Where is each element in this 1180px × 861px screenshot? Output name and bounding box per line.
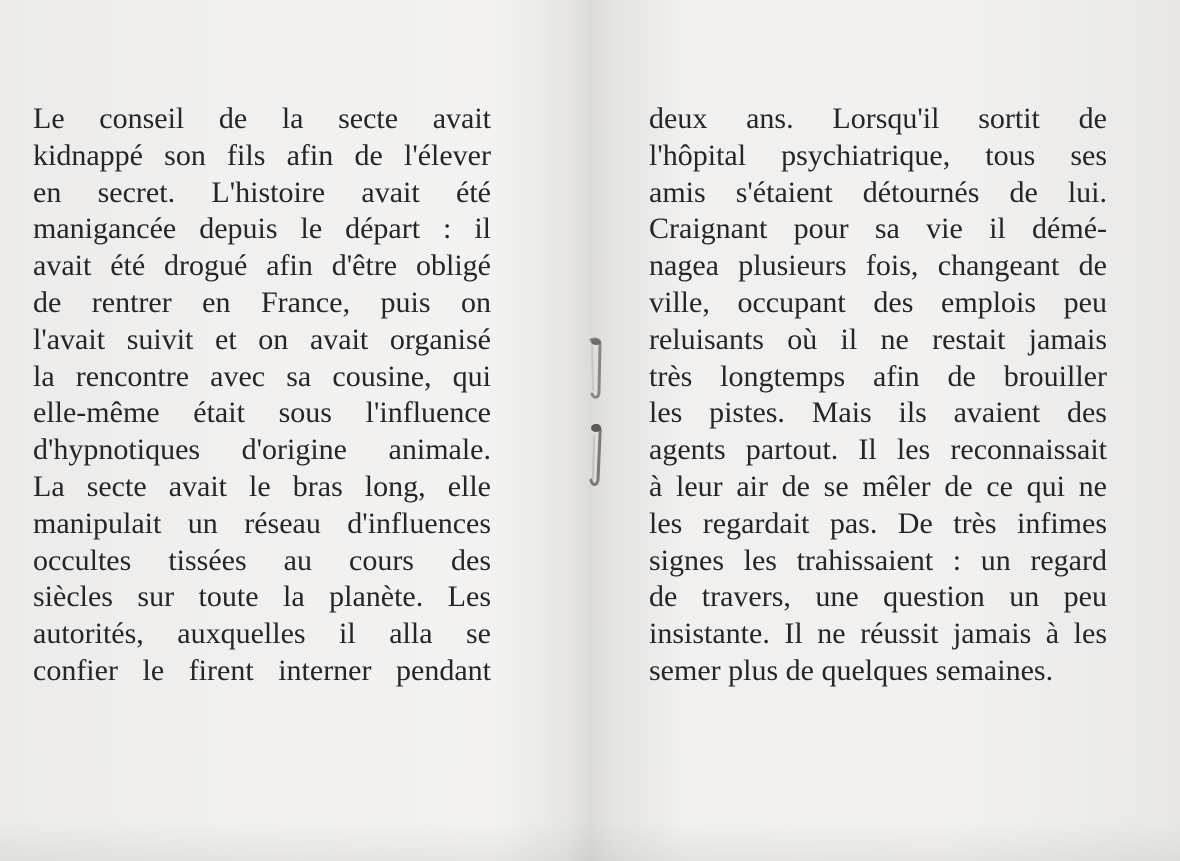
text-line: Craignant pour sa vie il démé- — [649, 212, 1107, 246]
text-line: deux ans. Lorsqu'il sortit de — [649, 102, 1107, 135]
text-line: à leur air de se mêler de ce qui ne — [649, 469, 1107, 503]
text-line: insistante. Il ne réussit jamais à les — [649, 617, 1107, 651]
text-line: de travers, une question un peu — [649, 580, 1107, 614]
text-line: nagea plusieurs fois, changeant de — [649, 249, 1107, 283]
text-line: en secret. L'histoire avait été — [33, 175, 491, 209]
text-line: Le conseil de la secte avait — [33, 102, 491, 135]
text-line: elle-même était sous l'influence — [33, 396, 491, 430]
text-line: kidnappé son fils afin de l'élever — [33, 138, 491, 172]
text-line: les regardait pas. De très infimes — [649, 506, 1107, 540]
text-line: très longtemps afin de brouiller — [649, 359, 1107, 393]
text-line: ville, occupant des emplois peu — [649, 285, 1107, 319]
text-line: autorités, auxquelles il alla se — [33, 617, 491, 651]
left-page-text — [33, 101, 491, 690]
text-line: l'hôpital psychiatrique, tous ses — [649, 138, 1107, 172]
text-line: occultes tissées au cours des — [33, 543, 491, 577]
text-line: d'hypnotiques d'origine animale. — [33, 433, 491, 467]
text-line: agents partout. Il les reconnaissait — [649, 433, 1107, 467]
text-line: avait été drogué afin d'être obligé — [33, 249, 491, 283]
text-line: signes les trahissaient : un regard — [649, 543, 1107, 577]
text-line: manigancée depuis le départ : il — [33, 212, 491, 246]
text-line: La secte avait le bras long, elle — [33, 469, 491, 503]
text-line: amis s'étaient détournés de lui. — [649, 175, 1107, 209]
text-line: manipulait un réseau d'influences — [33, 506, 491, 540]
text-line: la rencontre avec sa cousine, qui — [33, 359, 491, 393]
text-line: de rentrer en France, puis on — [33, 285, 491, 319]
text-line: semer plus de quelques semaines. — [649, 653, 1054, 687]
text-line: les pistes. Mais ils avaient des — [649, 396, 1107, 430]
text-line: confier le firent interner pendant — [33, 653, 491, 687]
text-line: l'avait suivit et on avait organisé — [33, 322, 491, 356]
staple-icon — [585, 420, 607, 490]
text-line: siècles sur toute la planète. Les — [33, 580, 491, 614]
right-page-text — [649, 101, 1107, 690]
staple-icon — [585, 336, 607, 402]
text-line: reluisants où il ne restait jamais — [649, 322, 1107, 356]
